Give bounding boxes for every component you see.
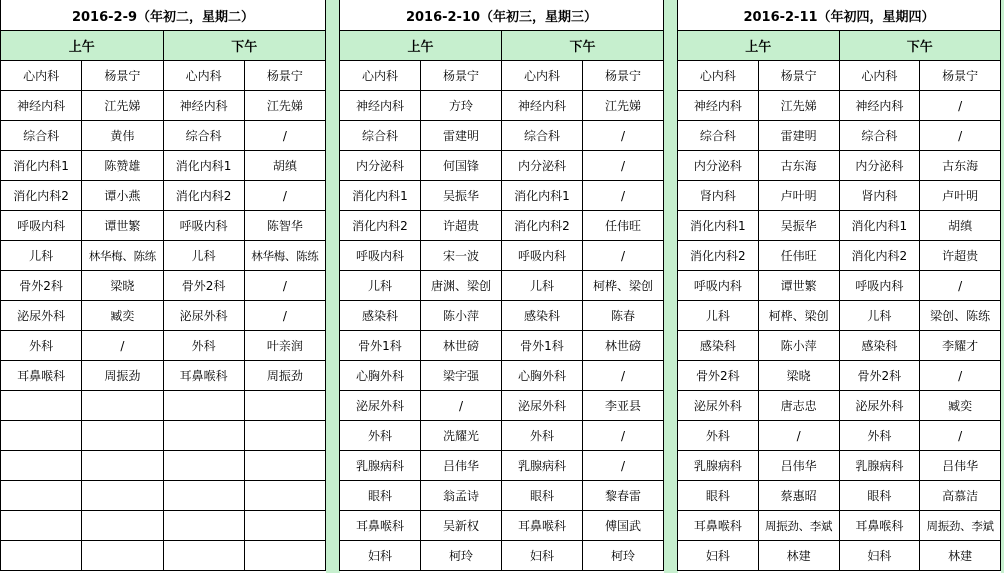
am-department-cell bbox=[1, 421, 82, 451]
am-department-cell: 消化内科2 bbox=[1, 181, 82, 211]
schedule-table bbox=[339, 0, 664, 571]
pm-department-cell: 外科 bbox=[163, 331, 244, 361]
am-doctor-cell: 梁晓 bbox=[82, 271, 163, 301]
am-department-cell: 神经内科 bbox=[678, 91, 759, 121]
pm-doctor-cell: / bbox=[920, 421, 1001, 451]
table-row bbox=[1, 241, 326, 271]
table-row bbox=[340, 451, 664, 481]
table-row bbox=[678, 91, 1001, 121]
pm-department-cell: 眼科 bbox=[502, 481, 583, 511]
pm-department-cell: 骨外2科 bbox=[839, 361, 920, 391]
pm-department-cell: 心内科 bbox=[163, 61, 244, 91]
pm-doctor-cell: 卢叶明 bbox=[920, 181, 1001, 211]
pm-doctor-cell: / bbox=[920, 361, 1001, 391]
am-department-cell: 儿科 bbox=[678, 301, 759, 331]
table-row bbox=[340, 481, 664, 511]
pm-department-cell: 骨外2科 bbox=[163, 271, 244, 301]
pm-doctor-cell: 任伟旺 bbox=[583, 211, 664, 241]
am-doctor-cell: 周振劲 bbox=[82, 361, 163, 391]
date-header: 2016-2-9（年初二，星期二） bbox=[1, 0, 326, 31]
am-doctor-cell: 吕伟华 bbox=[758, 451, 839, 481]
pm-doctor-cell: 杨景宁 bbox=[920, 61, 1001, 91]
am-department-cell: 妇科 bbox=[340, 541, 421, 571]
morning-header: 上午 bbox=[678, 31, 840, 61]
table-row bbox=[678, 361, 1001, 391]
am-doctor-cell: 何国锋 bbox=[421, 151, 502, 181]
am-doctor-cell bbox=[82, 391, 163, 421]
table-row bbox=[1, 271, 326, 301]
pm-department-cell: 心胸外科 bbox=[502, 361, 583, 391]
schedule-table bbox=[677, 0, 1001, 571]
table-row bbox=[340, 181, 664, 211]
am-department-cell: 心内科 bbox=[340, 61, 421, 91]
pm-department-cell: 感染科 bbox=[502, 301, 583, 331]
table-row bbox=[678, 481, 1001, 511]
morning-header: 上午 bbox=[340, 31, 502, 61]
am-doctor-cell: / bbox=[82, 331, 163, 361]
pm-doctor-cell: 杨景宁 bbox=[244, 61, 325, 91]
am-department-cell: 心内科 bbox=[1, 61, 82, 91]
pm-doctor-cell: 古东海 bbox=[920, 151, 1001, 181]
pm-department-cell: 儿科 bbox=[163, 241, 244, 271]
table-row bbox=[1, 211, 326, 241]
pm-department-cell: 眼科 bbox=[839, 481, 920, 511]
am-department-cell bbox=[1, 451, 82, 481]
am-department-cell: 外科 bbox=[678, 421, 759, 451]
table-row bbox=[340, 211, 664, 241]
table-row bbox=[1, 421, 326, 451]
am-doctor-cell bbox=[82, 481, 163, 511]
table-row bbox=[1, 511, 326, 541]
pm-department-cell: 呼吸内科 bbox=[502, 241, 583, 271]
table-row bbox=[340, 331, 664, 361]
pm-doctor-cell bbox=[244, 481, 325, 511]
am-doctor-cell: 吕伟华 bbox=[421, 451, 502, 481]
am-doctor-cell: 许超贵 bbox=[421, 211, 502, 241]
am-doctor-cell: 杨景宁 bbox=[421, 61, 502, 91]
am-doctor-cell: 杨景宁 bbox=[758, 61, 839, 91]
am-department-cell: 外科 bbox=[1, 331, 82, 361]
am-department-cell: 消化内科1 bbox=[678, 211, 759, 241]
pm-department-cell: 外科 bbox=[502, 421, 583, 451]
pm-doctor-cell: 周振劲 bbox=[244, 361, 325, 391]
am-department-cell: 综合科 bbox=[678, 121, 759, 151]
table-row bbox=[678, 181, 1001, 211]
am-doctor-cell: 陈小萍 bbox=[421, 301, 502, 331]
pm-doctor-cell: / bbox=[244, 181, 325, 211]
pm-doctor-cell: / bbox=[583, 181, 664, 211]
am-department-cell bbox=[1, 511, 82, 541]
am-department-cell: 肾内科 bbox=[678, 181, 759, 211]
pm-doctor-cell: / bbox=[583, 361, 664, 391]
table-row bbox=[1, 91, 326, 121]
am-department-cell: 骨外1科 bbox=[340, 331, 421, 361]
am-doctor-cell: 江先娣 bbox=[758, 91, 839, 121]
pm-doctor-cell: / bbox=[244, 121, 325, 151]
pm-department-cell bbox=[163, 421, 244, 451]
am-department-cell: 消化内科1 bbox=[1, 151, 82, 181]
am-doctor-cell: 梁晓 bbox=[758, 361, 839, 391]
pm-department-cell: 骨外1科 bbox=[502, 331, 583, 361]
am-department-cell: 儿科 bbox=[340, 271, 421, 301]
pm-doctor-cell bbox=[244, 421, 325, 451]
am-department-cell: 呼吸内科 bbox=[678, 271, 759, 301]
pm-doctor-cell: 杨景宁 bbox=[583, 61, 664, 91]
pm-department-cell: 消化内科1 bbox=[502, 181, 583, 211]
am-department-cell: 乳腺病科 bbox=[340, 451, 421, 481]
am-department-cell: 泌尿外科 bbox=[340, 391, 421, 421]
pm-doctor-cell bbox=[244, 451, 325, 481]
pm-department-cell: 泌尿外科 bbox=[839, 391, 920, 421]
table-row bbox=[1, 301, 326, 331]
am-department-cell: 呼吸内科 bbox=[340, 241, 421, 271]
pm-department-cell: 耳鼻喉科 bbox=[502, 511, 583, 541]
pm-department-cell: 消化内科2 bbox=[502, 211, 583, 241]
am-department-cell: 乳腺病科 bbox=[678, 451, 759, 481]
pm-doctor-cell: 林世磅 bbox=[583, 331, 664, 361]
table-row bbox=[678, 391, 1001, 421]
pm-department-cell: 泌尿外科 bbox=[502, 391, 583, 421]
table-row bbox=[678, 211, 1001, 241]
am-department-cell: 妇科 bbox=[678, 541, 759, 571]
table-row bbox=[678, 241, 1001, 271]
pm-department-cell: 呼吸内科 bbox=[163, 211, 244, 241]
pm-department-cell: 乳腺病科 bbox=[839, 451, 920, 481]
pm-doctor-cell: 许超贵 bbox=[920, 241, 1001, 271]
table-row bbox=[678, 121, 1001, 151]
table-row bbox=[1, 361, 326, 391]
afternoon-header: 下午 bbox=[163, 31, 326, 61]
pm-doctor-cell: / bbox=[244, 271, 325, 301]
table-row bbox=[678, 331, 1001, 361]
am-doctor-cell: 江先娣 bbox=[82, 91, 163, 121]
pm-doctor-cell: 高慕洁 bbox=[920, 481, 1001, 511]
pm-department-cell bbox=[163, 481, 244, 511]
am-doctor-cell: 宋一波 bbox=[421, 241, 502, 271]
day-block-1 bbox=[339, 0, 664, 573]
pm-doctor-cell: 梁创、陈练 bbox=[920, 301, 1001, 331]
am-department-cell: 儿科 bbox=[1, 241, 82, 271]
table-row bbox=[340, 91, 664, 121]
pm-department-cell bbox=[163, 511, 244, 541]
pm-doctor-cell: 傅国武 bbox=[583, 511, 664, 541]
pm-doctor-cell: / bbox=[583, 241, 664, 271]
pm-doctor-cell: 李亚县 bbox=[583, 391, 664, 421]
table-row bbox=[678, 301, 1001, 331]
pm-department-cell: 消化内科1 bbox=[163, 151, 244, 181]
table-row bbox=[1, 61, 326, 91]
pm-department-cell: 泌尿外科 bbox=[163, 301, 244, 331]
am-department-cell: 感染科 bbox=[678, 331, 759, 361]
am-doctor-cell: 吴新权 bbox=[421, 511, 502, 541]
am-doctor-cell: 雷建明 bbox=[421, 121, 502, 151]
pm-department-cell: 心内科 bbox=[502, 61, 583, 91]
pm-department-cell: 耳鼻喉科 bbox=[163, 361, 244, 391]
table-row bbox=[678, 151, 1001, 181]
am-doctor-cell: 林建 bbox=[758, 541, 839, 571]
am-department-cell: 耳鼻喉科 bbox=[678, 511, 759, 541]
am-doctor-cell: 杨景宁 bbox=[82, 61, 163, 91]
am-doctor-cell: 柯桦、梁创 bbox=[758, 301, 839, 331]
pm-department-cell: 耳鼻喉科 bbox=[839, 511, 920, 541]
pm-doctor-cell: 江先娣 bbox=[244, 91, 325, 121]
am-department-cell: 心内科 bbox=[678, 61, 759, 91]
am-doctor-cell: / bbox=[421, 391, 502, 421]
am-department-cell: 呼吸内科 bbox=[1, 211, 82, 241]
am-doctor-cell: / bbox=[758, 421, 839, 451]
pm-department-cell: 综合科 bbox=[502, 121, 583, 151]
am-doctor-cell: 臧奕 bbox=[82, 301, 163, 331]
pm-doctor-cell: 胡缜 bbox=[920, 211, 1001, 241]
table-row bbox=[678, 61, 1001, 91]
pm-department-cell: 消化内科2 bbox=[163, 181, 244, 211]
table-row bbox=[340, 391, 664, 421]
am-doctor-cell: 林华梅、陈练 bbox=[82, 241, 163, 271]
am-doctor-cell: 唐志忠 bbox=[758, 391, 839, 421]
pm-doctor-cell bbox=[244, 541, 325, 571]
am-doctor-cell: 卢叶明 bbox=[758, 181, 839, 211]
table-row bbox=[1, 451, 326, 481]
pm-department-cell: 儿科 bbox=[502, 271, 583, 301]
pm-department-cell: 感染科 bbox=[839, 331, 920, 361]
am-doctor-cell: 翁孟诗 bbox=[421, 481, 502, 511]
pm-doctor-cell: / bbox=[583, 451, 664, 481]
pm-doctor-cell: / bbox=[920, 121, 1001, 151]
column-separator bbox=[326, 0, 340, 573]
pm-doctor-cell: / bbox=[920, 91, 1001, 121]
table-row bbox=[1, 151, 326, 181]
am-doctor-cell: 谭世繁 bbox=[758, 271, 839, 301]
pm-doctor-cell: 陈智华 bbox=[244, 211, 325, 241]
table-row bbox=[1, 331, 326, 361]
table-row bbox=[678, 541, 1001, 571]
am-doctor-cell bbox=[82, 421, 163, 451]
pm-doctor-cell: / bbox=[583, 121, 664, 151]
am-doctor-cell: 方玲 bbox=[421, 91, 502, 121]
am-doctor-cell: 周振劲、李斌 bbox=[758, 511, 839, 541]
am-department-cell: 消化内科1 bbox=[340, 181, 421, 211]
pm-department-cell: 内分泌科 bbox=[502, 151, 583, 181]
table-row bbox=[340, 241, 664, 271]
am-doctor-cell: 古东海 bbox=[758, 151, 839, 181]
pm-department-cell: 消化内科2 bbox=[839, 241, 920, 271]
date-header: 2016-2-11（年初四，星期四） bbox=[678, 0, 1001, 31]
table-row bbox=[340, 271, 664, 301]
pm-doctor-cell: 林华梅、陈练 bbox=[244, 241, 325, 271]
pm-doctor-cell: 叶亲润 bbox=[244, 331, 325, 361]
am-department-cell: 内分泌科 bbox=[340, 151, 421, 181]
table-row bbox=[1, 541, 326, 571]
table-row bbox=[678, 271, 1001, 301]
pm-department-cell: 呼吸内科 bbox=[839, 271, 920, 301]
pm-department-cell: 综合科 bbox=[163, 121, 244, 151]
afternoon-header: 下午 bbox=[839, 31, 1001, 61]
table-row bbox=[1, 391, 326, 421]
am-department-cell: 心胸外科 bbox=[340, 361, 421, 391]
pm-department-cell: 妇科 bbox=[502, 541, 583, 571]
morning-header: 上午 bbox=[1, 31, 164, 61]
pm-doctor-cell: 臧奕 bbox=[920, 391, 1001, 421]
pm-department-cell bbox=[163, 541, 244, 571]
table-row bbox=[340, 511, 664, 541]
table-row bbox=[340, 121, 664, 151]
am-doctor-cell: 谭世繁 bbox=[82, 211, 163, 241]
table-row bbox=[678, 421, 1001, 451]
pm-department-cell: 消化内科1 bbox=[839, 211, 920, 241]
pm-doctor-cell: 江先娣 bbox=[583, 91, 664, 121]
am-department-cell: 感染科 bbox=[340, 301, 421, 331]
am-doctor-cell: 蔡惠昭 bbox=[758, 481, 839, 511]
table-row bbox=[1, 121, 326, 151]
am-department-cell: 外科 bbox=[340, 421, 421, 451]
pm-doctor-cell: 黎春雷 bbox=[583, 481, 664, 511]
table-row bbox=[340, 151, 664, 181]
pm-doctor-cell bbox=[244, 511, 325, 541]
am-doctor-cell: 陈小萍 bbox=[758, 331, 839, 361]
table-row bbox=[340, 421, 664, 451]
pm-doctor-cell: 林建 bbox=[920, 541, 1001, 571]
pm-doctor-cell: 周振劲、李斌 bbox=[920, 511, 1001, 541]
pm-department-cell: 神经内科 bbox=[163, 91, 244, 121]
table-row bbox=[340, 541, 664, 571]
am-department-cell: 泌尿外科 bbox=[678, 391, 759, 421]
pm-doctor-cell: 柯玲 bbox=[583, 541, 664, 571]
am-doctor-cell bbox=[82, 541, 163, 571]
pm-department-cell: 心内科 bbox=[839, 61, 920, 91]
pm-department-cell: 神经内科 bbox=[839, 91, 920, 121]
table-row bbox=[1, 481, 326, 511]
pm-doctor-cell: 柯桦、梁创 bbox=[583, 271, 664, 301]
am-department-cell: 综合科 bbox=[1, 121, 82, 151]
table-row bbox=[340, 301, 664, 331]
pm-doctor-cell: / bbox=[244, 301, 325, 331]
pm-department-cell: 神经内科 bbox=[502, 91, 583, 121]
pm-doctor-cell: 李耀才 bbox=[920, 331, 1001, 361]
am-department-cell: 泌尿外科 bbox=[1, 301, 82, 331]
am-doctor-cell: 谭小燕 bbox=[82, 181, 163, 211]
pm-department-cell: 综合科 bbox=[839, 121, 920, 151]
am-department-cell bbox=[1, 391, 82, 421]
am-doctor-cell: 黄伟 bbox=[82, 121, 163, 151]
pm-doctor-cell: 陈春 bbox=[583, 301, 664, 331]
pm-doctor-cell bbox=[244, 391, 325, 421]
pm-department-cell: 肾内科 bbox=[839, 181, 920, 211]
am-department-cell: 耳鼻喉科 bbox=[340, 511, 421, 541]
am-department-cell: 消化内科2 bbox=[340, 211, 421, 241]
day-block-0 bbox=[0, 0, 326, 573]
am-doctor-cell: 任伟旺 bbox=[758, 241, 839, 271]
am-department-cell: 内分泌科 bbox=[678, 151, 759, 181]
table-row bbox=[340, 361, 664, 391]
column-separator bbox=[664, 0, 678, 573]
am-doctor-cell: 梁宇强 bbox=[421, 361, 502, 391]
am-department-cell: 综合科 bbox=[340, 121, 421, 151]
afternoon-header: 下午 bbox=[502, 31, 664, 61]
day-block-2 bbox=[677, 0, 1001, 573]
am-department-cell: 眼科 bbox=[340, 481, 421, 511]
am-doctor-cell: 唐渊、梁创 bbox=[421, 271, 502, 301]
am-department-cell bbox=[1, 481, 82, 511]
am-department-cell bbox=[1, 541, 82, 571]
pm-doctor-cell: 吕伟华 bbox=[920, 451, 1001, 481]
table-row bbox=[1, 181, 326, 211]
am-doctor-cell: 林世磅 bbox=[421, 331, 502, 361]
pm-department-cell bbox=[163, 451, 244, 481]
am-doctor-cell bbox=[82, 451, 163, 481]
am-doctor-cell: 雷建明 bbox=[758, 121, 839, 151]
am-department-cell: 眼科 bbox=[678, 481, 759, 511]
pm-department-cell: 内分泌科 bbox=[839, 151, 920, 181]
am-department-cell: 消化内科2 bbox=[678, 241, 759, 271]
am-department-cell: 神经内科 bbox=[340, 91, 421, 121]
am-department-cell: 骨外2科 bbox=[1, 271, 82, 301]
am-department-cell: 耳鼻喉科 bbox=[1, 361, 82, 391]
pm-department-cell bbox=[163, 391, 244, 421]
date-header: 2016-2-10（年初三，星期三） bbox=[340, 0, 664, 31]
am-doctor-cell: 吴振华 bbox=[758, 211, 839, 241]
table-row bbox=[678, 451, 1001, 481]
pm-doctor-cell: / bbox=[583, 151, 664, 181]
pm-department-cell: 乳腺病科 bbox=[502, 451, 583, 481]
table-row bbox=[678, 511, 1001, 541]
am-department-cell: 神经内科 bbox=[1, 91, 82, 121]
pm-department-cell: 外科 bbox=[839, 421, 920, 451]
pm-doctor-cell: / bbox=[583, 421, 664, 451]
am-doctor-cell bbox=[82, 511, 163, 541]
am-doctor-cell: 柯玲 bbox=[421, 541, 502, 571]
pm-doctor-cell: 胡缜 bbox=[244, 151, 325, 181]
pm-department-cell: 妇科 bbox=[839, 541, 920, 571]
am-doctor-cell: 冼耀光 bbox=[421, 421, 502, 451]
am-doctor-cell: 陈赞雄 bbox=[82, 151, 163, 181]
pm-doctor-cell: / bbox=[920, 271, 1001, 301]
am-department-cell: 骨外2科 bbox=[678, 361, 759, 391]
schedule-table bbox=[0, 0, 326, 571]
table-row bbox=[340, 61, 664, 91]
am-doctor-cell: 吴振华 bbox=[421, 181, 502, 211]
pm-department-cell: 儿科 bbox=[839, 301, 920, 331]
